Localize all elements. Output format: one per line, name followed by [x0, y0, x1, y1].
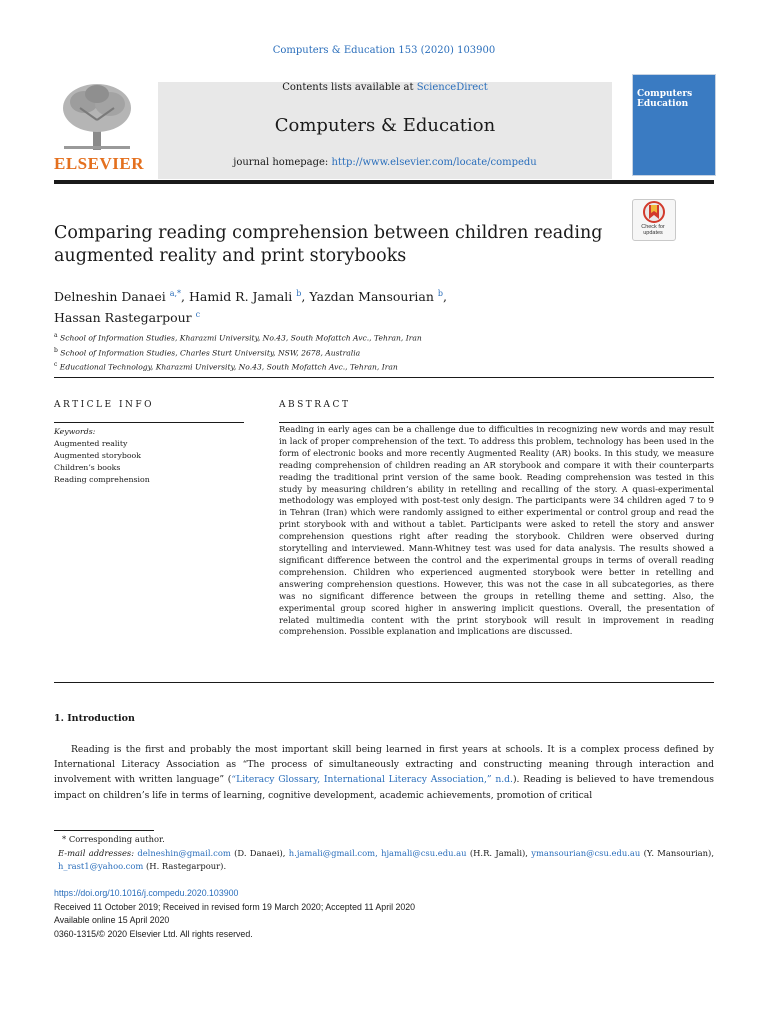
copyright: 0360-1315/© 2020 Elsevier Ltd. All rights reserved.	[54, 928, 253, 939]
author-affiliation-link[interactable]: b	[296, 289, 302, 298]
keyword-item: Augmented reality	[54, 439, 128, 448]
contents-line	[158, 82, 612, 93]
intro-text: Reading is the first and probably the most important skill being learned in first years at schools. It is a complex process defined by International Literacy Association as “The process of simultaneously extracting and constructing meaning through interaction and involvement with written language” (	[54, 744, 714, 786]
homepage-link[interactable]: http://www.elsevier.com/locate/compedu	[331, 157, 537, 168]
author-name: Yazdan Mansourian	[309, 289, 434, 305]
introduction-heading: 1. Introduction	[54, 713, 135, 724]
abstract-rule	[279, 422, 714, 423]
author-name: Delneshin Danaei	[54, 289, 166, 305]
article-info-heading: ARTICLE INFO	[54, 400, 155, 410]
author-name: Hassan Rastegarpour	[54, 310, 192, 326]
journal-reference[interactable]: Computers & Education 153 (2020) 103900	[272, 45, 496, 56]
author-affiliation-link[interactable]: b	[437, 289, 444, 298]
keywords-list	[54, 426, 244, 486]
received-dates: Received 11 October 2019; Received in revised form 19 March 2020; Accepted 11 April 2020	[54, 901, 416, 912]
keyword-item: Children’s books	[54, 463, 121, 472]
homepage-line	[158, 157, 612, 168]
bookmark-icon	[633, 200, 675, 226]
section-divider	[54, 682, 714, 683]
cover-title	[637, 89, 692, 109]
corresponding-author-note	[54, 833, 714, 847]
email-link[interactable]: hjamali@csu.edu.au	[381, 847, 467, 858]
email-owner: (D. Danaei),	[234, 847, 286, 858]
title-line-2: augmented reality and print storybooks	[54, 246, 407, 266]
check-label-line-1: Check for	[641, 224, 665, 230]
footnote-rule	[54, 830, 154, 831]
elsevier-tree-icon	[54, 80, 140, 154]
affiliation-item: $^c$ Educational Technology, Kharazmi University, No.43, South Mofattch Avc., Tehran, Iran	[54, 361, 398, 372]
author-name: Hamid R. Jamali	[188, 289, 293, 305]
affiliation-list	[54, 330, 654, 374]
author-list	[54, 285, 614, 327]
introduction-paragraph	[54, 742, 714, 803]
email-link[interactable]: delneshin@gmail.com	[137, 847, 231, 858]
article-info-rule	[54, 422, 244, 423]
author-separator: ,	[443, 289, 448, 305]
email-link[interactable]: ymansourian@csu.edu.au	[531, 847, 641, 858]
elsevier-wordmark: ELSEVIER	[54, 154, 144, 173]
article-title	[54, 222, 614, 268]
homepage-prefix: journal homepage:	[233, 157, 332, 168]
citation-link[interactable]: “Literacy Glossary, International Literacy Association,” n.d.	[231, 774, 513, 786]
author-separator: ,	[181, 289, 189, 305]
publication-info	[54, 887, 714, 941]
email-label: E-mail addresses:	[58, 847, 135, 858]
email-addresses	[54, 847, 714, 874]
email-link[interactable]: h.jamali@gmail.com,	[288, 847, 378, 858]
cover-title-line-2: Education	[637, 99, 689, 109]
footnote-star: *	[62, 834, 67, 844]
contents-prefix: Contents lists available at	[282, 82, 417, 93]
abstract-heading: ABSTRACT	[279, 400, 351, 410]
author-affiliation-link[interactable]: c	[195, 310, 201, 320]
author-separator: ,	[301, 289, 310, 305]
intro-text: ). Reading is believed to have tremendous impact on children’s life in terms of learning, cognitive development, academic achievements, promotion of critical	[54, 774, 714, 801]
author-affiliation-link[interactable]: a,*	[169, 289, 182, 298]
check-for-updates-label	[632, 224, 674, 236]
email-link[interactable]: h_rast1@yahoo.com	[58, 861, 144, 871]
available-online: Available online 15 April 2020	[54, 915, 170, 925]
section-divider	[54, 377, 714, 378]
cover-title-line-1: Computers	[637, 89, 693, 99]
keyword-item: Augmented storybook	[54, 451, 141, 460]
header-rule	[54, 180, 714, 184]
email-owner: (H.R. Jamali),	[469, 847, 528, 858]
keywords-label: Keywords:	[54, 427, 96, 436]
journal-name: Computers & Education	[274, 115, 496, 136]
email-owner: (H. Rastegarpour).	[146, 861, 227, 871]
doi-link[interactable]: https://doi.org/10.1016/j.compedu.2020.103900	[54, 888, 239, 898]
check-label-line-2: updates	[643, 230, 663, 236]
title-line-1: Comparing reading comprehension between children reading	[54, 223, 603, 243]
abstract-text: Reading in early ages can be a challenge due to difficulties in recognizing new words and may result in lack of proper comprehension of the text. To address this problem, technology has been used in the form of electronic books and more recently Augmented Reality (AR) books. In this study, we measure reading comprehension of children reading an AR storybook and compare it with their counterparts reading the traditional print version of the same book. Reading comprehension was tested in this study by measuring children’s ability in retelling and recalling of the story. A quasi-experimental methodology was employed with post-test only design. The participants were 34 children aged 7 to 9 in Tehran (Iran) which were randomly assigned to either experimental or control group and read the print storybook with and without a tablet. Participants were asked to retell the story and answer comprehension questions right after reading the storybook. Children were observed during storytelling and interviewed. Mann-Whitney test was used for data analysis. The results showed a significant difference between the control and the experimental groups in terms of overall reading comprehension. Children who experienced augmented storybook were better in retelling and answering comprehension questions. However, this was not the case in all subcategories, as there was no significant difference between the groups in retelling theme and setting. Also, the experimental group scored higher in answering implicit questions. Overall, the presentation of related multimedia content with the print storybook will result in improvement in reading comprehension. Possible explanation and implications are discussed.	[279, 424, 714, 637]
keyword-item: Reading comprehension	[54, 475, 150, 484]
corresponding-label: Corresponding author.	[68, 834, 165, 844]
sciencedirect-link[interactable]: ScienceDirect	[416, 82, 488, 93]
journal-cover[interactable]	[632, 74, 716, 176]
affiliation-item: $^a$ School of Information Studies, Kharazmi University, No.43, South Mofattch Avc., Tehran, Iran	[54, 332, 422, 343]
affiliation-item: $^b$ School of Information Studies, Charles Sturt University, NSW, 2678, Australia	[54, 346, 361, 358]
email-owner: (Y. Mansourian),	[643, 847, 714, 858]
footnotes	[54, 833, 714, 874]
